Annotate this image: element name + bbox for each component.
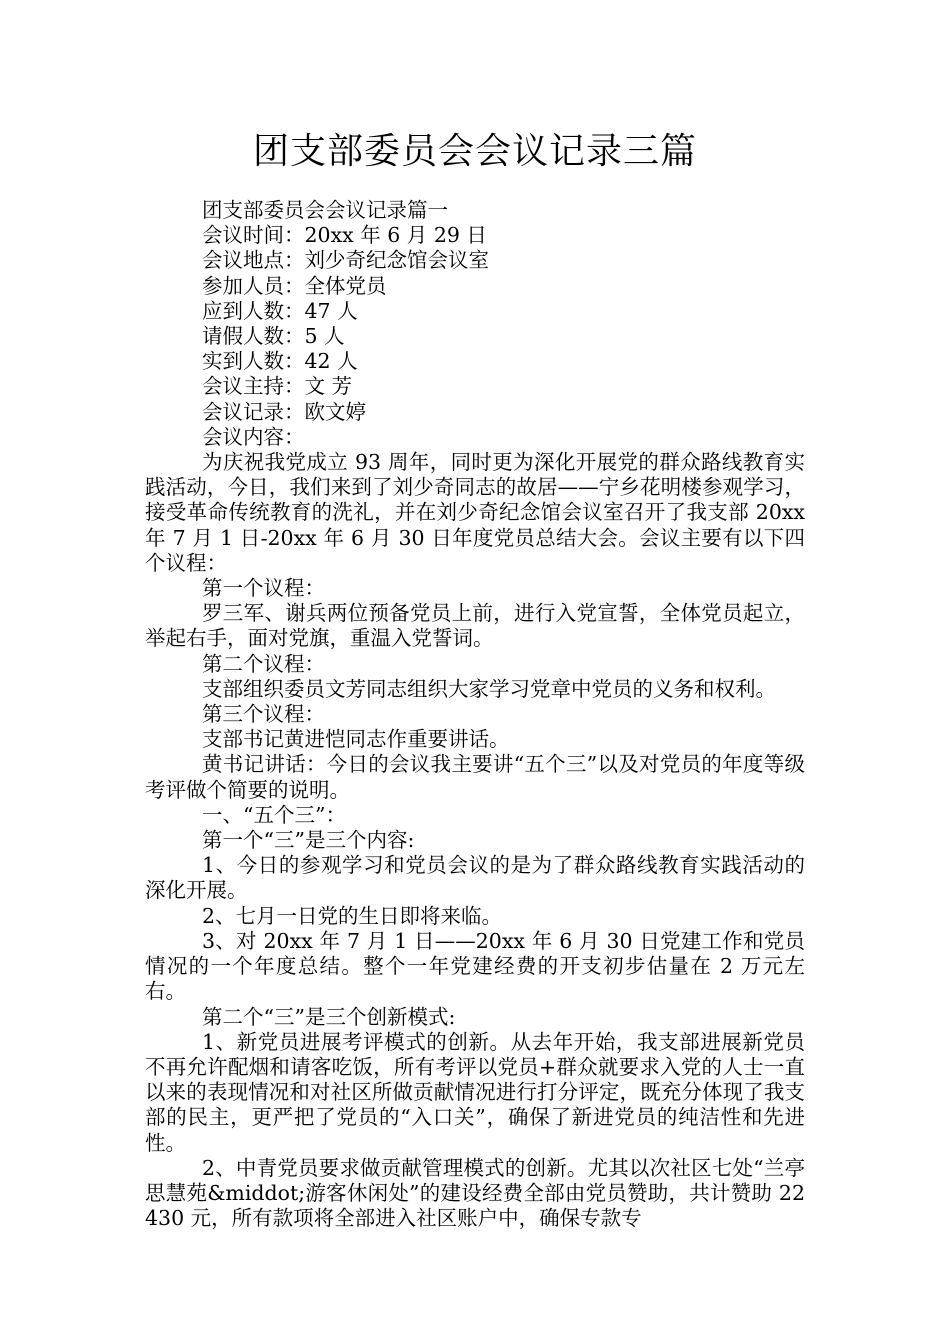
document-title: 团支部委员会会议记录三篇: [252, 131, 697, 172]
paragraph: 第一个“三”是三个内容:: [202, 828, 415, 853]
paragraph: 第二个“三”是三个创新模式:: [202, 1004, 456, 1029]
meeting-time: 会议时间：20xx 年 6 月 29 日: [202, 223, 487, 248]
attendees: 参加人员：全体党员: [202, 273, 387, 298]
paragraph: 一、“五个三”：: [202, 802, 346, 827]
leave-count: 请假人数：5 人: [202, 324, 345, 349]
section-heading: 团支部委员会会议记录篇一: [202, 198, 448, 222]
expected-count: 应到人数：47 人: [202, 298, 358, 323]
paragraph: 第二个议程：: [202, 651, 325, 676]
paragraph: 第一个议程：: [202, 576, 325, 601]
meeting-content-label: 会议内容：: [202, 424, 305, 449]
paragraph: 支部书记黄进恺同志作重要讲话。: [202, 727, 510, 752]
actual-count: 实到人数：42 人: [202, 349, 358, 374]
paragraph: 第三个议程：: [202, 702, 325, 727]
paragraph: 1、今日的参观学习和党员会议的是为了群众路线教育实践活动的深化开展。: [145, 853, 805, 903]
paragraph: 1、新党员进展考评模式的创新。从去年开始，我支部进展新党员不再允许配烟和请客吃饭，所有考评以党员+群众就要求入党的人士一直以来的表现情况和对社区所做贡献情况进行打分评定，既充分体现了我支部的民主，更严把了党员的“入口关”，确保了新进党员的纯洁性和先进性。: [145, 1029, 805, 1155]
paragraph: 为庆祝我党成立 93 周年，同时更为深化开展党的群众路线教育实践活动，今日，我们来到了刘少奇同志的故居——宁乡花明楼参观学习，接受革命传统教育的洗礼，并在刘少奇纪念馆会议室召开了我支部 20xx 年 7 月 1 日-20xx 年 6 月 30 日年度党员总结大会。会议主要有以下四个议程：: [145, 450, 812, 575]
meeting-location: 会议地点：刘少奇纪念馆会议室: [202, 248, 489, 273]
document-body: [145, 450, 812, 1231]
paragraph: 3、对 20xx 年 7 月 1 日——20xx 年 6 月 30 日党建工作和党员情况的一个年度总结。整个一年党建经费的开支初步估量在 2 万元左右。: [145, 928, 805, 1004]
paragraph: 2、中青党员要求做贡献管理模式的创新。尤其以次社区七处“兰亭思慧苑&middot;游客休闲处”的建设经费全部由党员赞助，共计赞助 22430 元，所有款项将全部进入社区账户中，确保专款专: [145, 1155, 805, 1231]
paragraph: 2、七月一日党的生日即将来临。: [202, 903, 503, 928]
paragraph: 支部组织委员文芳同志组织大家学习党章中党员的义务和权利。: [202, 676, 776, 701]
paragraph: 黄书记讲话：今日的会议我主要讲“五个三”以及对党员的年度等级考评做个简要的说明。: [145, 752, 805, 802]
meeting-host: 会议主持：文 芳: [202, 374, 353, 399]
paragraph: 罗三军、谢兵两位预备党员上前，进行入党宣誓，全体党员起立，举起右手，面对党旗，重温入党誓词。: [145, 601, 805, 651]
meeting-meta: [145, 198, 805, 450]
meeting-recorder: 会议记录：欧文婷: [202, 399, 366, 424]
